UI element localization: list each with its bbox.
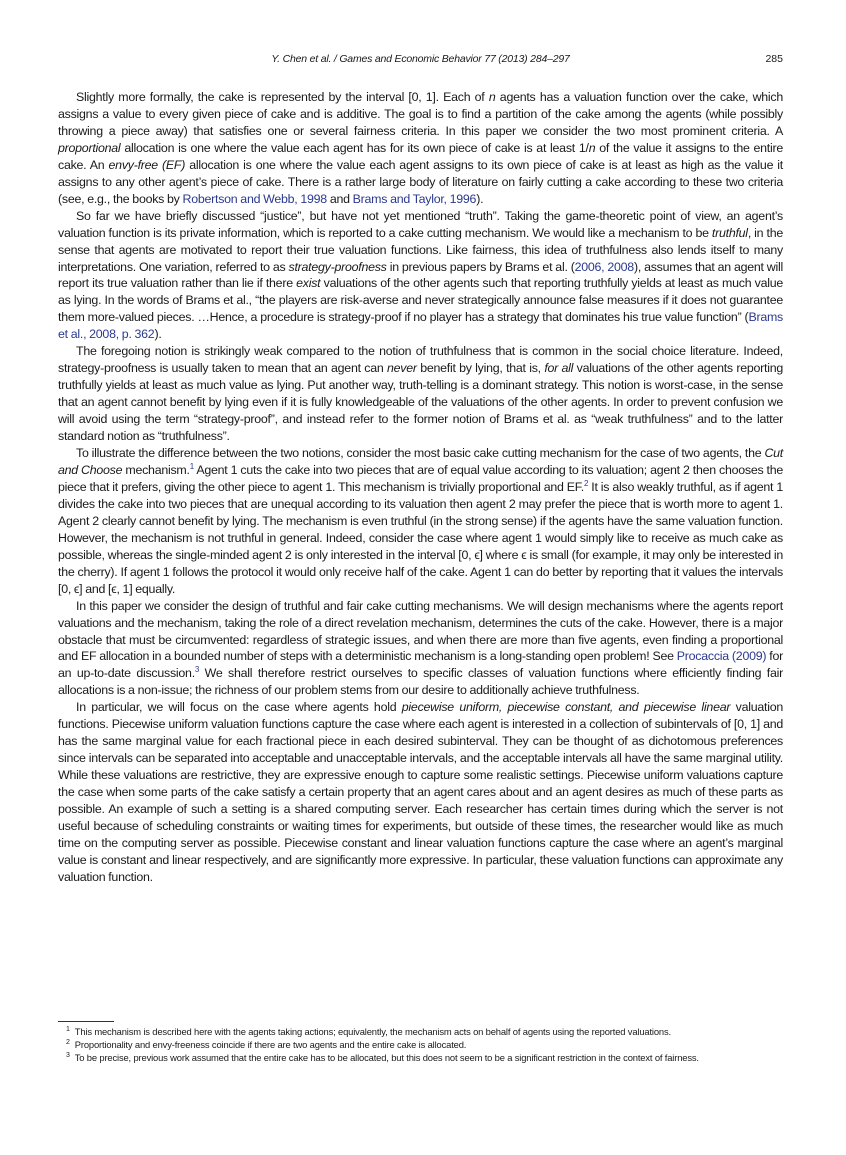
text-run: , in the sense that agents are motivated to report their true valuation functions. Like fairness, this idea of truthfulness also lends itself to many interpretations. One variation, referred to as [58, 225, 783, 274]
footnote [58, 1025, 783, 1038]
paragraph [58, 343, 783, 445]
text-run: ). [154, 327, 162, 342]
footnote [58, 1038, 783, 1051]
text-run: agents has a valuation function over the cake, which assigns a value to every given piece of cake and is additive. The goal is to find a partition of the cake among the agents (while possibly throwing a piece away) that satisfies one or several fairness criteria. In this paper we consider the two most prominent criteria. A [58, 90, 783, 138]
text-run: allocation is one where the value each agent has for its own piece of cake is at least 1/ [120, 140, 589, 155]
citation-link[interactable]: Brams et al., 2008, p. 362 [58, 310, 783, 342]
text-run: valuations of the other agents such that reporting truthfully yields at least as much value as lying. In the words of Brams et al., “the players are risk-averse and never strategically announce false measures if it does not guarantee them more-valued pieces. …Hence, a procedure is strategy-proof if no player has a strategy that dominates his true value function” ( [58, 276, 783, 325]
paragraph [58, 699, 783, 885]
footnote-text: Proportionality and envy-freeness coincide if there are two agents and the entire cake is allocated. [74, 1039, 467, 1051]
footnote-number: 1 [66, 1025, 70, 1033]
text-run: of the value it assigns to the entire cake. An [58, 140, 783, 172]
text-run: valuations of the other agents reporting truthfully yields at least as much value as lying. Put another way, truth-telling is a dominant strategy. This notion is worst-case, in the sense that an agent cannot benefit by lying even if it is fully knowledgeable of the valuations of the other agents. In order to prevent confusion we will avoid using the term “strategy-proof”, and instead refer to the former notion of Brams et al. as “weak truthfulness” and to the latter standard notion as “truthfulness”. [58, 361, 783, 444]
footnote-marker[interactable]: 3 [194, 665, 200, 675]
emphasis-text: n [488, 90, 496, 104]
citation-link[interactable]: Robertson and Webb, 1998 [182, 191, 327, 206]
body-text [58, 89, 783, 886]
paragraph [58, 208, 783, 344]
footnote-text: This mechanism is described here with the agents taking actions; equivalently, the mechanism acts on behalf of agents using the reported valuations. [74, 1026, 671, 1037]
citation-link[interactable]: Brams and Taylor, 1996 [352, 191, 477, 206]
text-run: It is also weakly truthful, as if agent 1 divides the cake into two pieces that are unequal according to its valuation then agent 2 may prefer the piece that is worth more to agent 1. Agent 2 clearly cannot benefit by lying. The mechanism is even truthful (in the strong sense) if the agents have the same valuation function. However, the mechanism is not truthful in general. Indeed, consider the case where agent 1 would simply like to receive as much cake as possible, whereas the single-minded agent 2 is only interested in the interval [0, ϵ] where ϵ is small (for example, it may only be interested in the cherry). If agent 1 follows the protocol it would only receive half of the cake. Agent 1 can do better by reporting that it values the intervals [0, ϵ] and [ϵ, 1] equally. [58, 479, 783, 596]
emphasis-text: strategy-proofness [288, 259, 387, 274]
emphasis-text: n [588, 140, 596, 155]
footnote [58, 1051, 783, 1064]
paragraph [58, 598, 783, 700]
footnotes [58, 1025, 783, 1065]
emphasis-text: for all [544, 361, 574, 376]
text-run: for an up-to-date discussion. [58, 649, 783, 681]
paragraph [58, 89, 783, 208]
footnote-number: 3 [66, 1052, 70, 1060]
text-run: mechanism. [122, 462, 190, 477]
running-title: Y. Chen et al. / Games and Economic Behavior 77 (2013) 284–297 [271, 53, 570, 65]
text-run: The foregoing notion is strikingly weak compared to the notion of truthfulness that is common in the social choice literature. Indeed, strategy-proofness is usually taken to mean that an agent can [58, 344, 783, 376]
footnote-marker[interactable]: 1 [189, 461, 194, 471]
text-run: To illustrate the difference between the two notions, consider the most basic cake cutting mechanism for the case of two agents, the [76, 446, 765, 461]
footnote-divider [58, 1021, 114, 1022]
text-run: allocation is one where the value each agent assigns to its own piece of cake is at least as high as the value it assigns to any other agent’s piece of cake. There is a rather large body of literature on fairly cutting a cake according to these two criteria (see, e.g., the books by [58, 157, 783, 206]
text-run: ). [476, 191, 484, 206]
emphasis-text: piecewise uniform, piecewise constant, and piecewise linear [401, 700, 731, 715]
citation-link[interactable]: 2006, 2008 [574, 259, 634, 274]
text-run: Agent 1 cuts the cake into two pieces that are of equal value according to its valuation; agent 2 then chooses the piece that it prefers, giving the other piece to agent 1. This mechanism is trivially proportional and EF. [58, 462, 784, 494]
running-head [58, 53, 783, 69]
text-run: and [326, 191, 353, 206]
citation-link[interactable]: Procaccia (2009) [676, 649, 767, 664]
footnote-marker[interactable]: 2 [583, 478, 589, 488]
text-run: So far we have briefly discussed “justice”, but have not yet mentioned “truth”. Taking the game-theoretic point of view, an agent’s valuation function is its private information, which is reported to a cake cutting mechanism. We would like a mechanism to be [58, 208, 783, 240]
text-run: in previous papers by Brams et al. ( [386, 259, 575, 274]
emphasis-text: envy-free (EF) [108, 157, 186, 172]
text-run: In this paper we consider the design of truthful and fair cake cutting mechanisms. We will design mechanisms where the agents report valuations and the mechanism, taking the role of a direct revelation mechanism, determines the cuts of the cake. However, there is a major obstacle that must be circumvented: regardless of strategic issues, and when there are more than five agents, even finding a proportional and EF allocation in a bounded number of steps with a deterministic mechanism is a long-standing open problem! See [58, 598, 783, 664]
paragraph [58, 445, 783, 598]
emphasis-text: proportional [58, 140, 121, 155]
page-number: 285 [765, 53, 783, 65]
text-run: In particular, we will focus on the case where agents hold [76, 700, 402, 715]
emphasis-text: Cut and Choose [58, 446, 783, 477]
emphasis-text: exist [296, 276, 321, 291]
footnote-number: 2 [66, 1039, 70, 1047]
text-run: We shall therefore restrict ourselves to specific classes of valuation functions where efficiently finding fair allocations is a non-issue; the richness of our problem stems from our desire to additionally achieve truthfulness. [58, 666, 783, 698]
text-run: Slightly more formally, the cake is represented by the interval [0, 1]. Each of [76, 90, 489, 104]
text-run: valuation functions. Piecewise uniform valuation functions capture the case where each agent is interested in a collection of subintervals of [0, 1] and has the same marginal value for each fractional piece in each desired subinterval. They can be thought of as dichotomous preferences since intervals can be separated into acceptable and unacceptable intervals, and the acceptable intervals all have the same marginal utility. While these valuations are restrictive, they are expressive enough to capture some realistic settings. Piecewise uniform valuations capture the case when some parts of the cake satisfy a certain property that an agent cares about and an agent desires as much of these parts as possible. An example of such a setting is a shared computing server. Each researcher has certain times during which the server is not useful because of scheduling constraints or waiting times for experiments, but outside of these times, the researcher would like as much time on the computing server as possible. Piecewise constant and linear valuation functions capture the case where an agent’s marginal value is constant and linear respectively, and are significantly more expressive. In particular, these valuation functions can approximate any valuation function. [58, 700, 783, 884]
text-run: ), assumes that an agent will report its true valuation rather than lie if there [58, 259, 784, 291]
emphasis-text: truthful [711, 225, 748, 240]
emphasis-text: never [386, 361, 417, 376]
footnote-text: To be precise, previous work assumed that the entire cake has to be allocated, but this does not seem to be a significant restriction in the context of fairness. [74, 1052, 699, 1064]
text-run: benefit by lying, that is, [416, 361, 545, 376]
